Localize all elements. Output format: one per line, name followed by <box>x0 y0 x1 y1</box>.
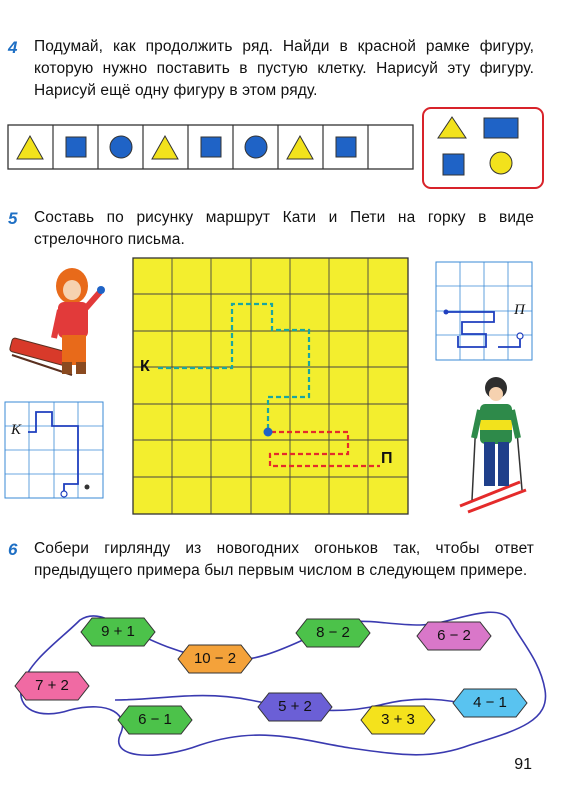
garland-light-expression: 4 − 1 <box>473 694 507 711</box>
task-4-number: 4 <box>8 38 18 57</box>
square-shape <box>201 137 221 157</box>
circle-shape <box>110 136 132 158</box>
garland-light-expression: 6 − 2 <box>437 627 471 644</box>
boy-skier-illustration <box>460 377 526 512</box>
garland-light <box>177 644 253 674</box>
girl-with-sled-illustration <box>9 268 105 375</box>
garland-light-expression: 3 + 3 <box>381 711 415 728</box>
shape-sequence <box>8 125 413 169</box>
garland-light-expression: 7 + 2 <box>35 677 69 694</box>
circle-shape <box>245 136 267 158</box>
wide-rect-choice <box>484 118 518 138</box>
square-shape <box>66 137 86 157</box>
garland-light-expression: 9 + 1 <box>101 623 135 640</box>
label-peti-start: П <box>381 450 393 467</box>
circle-choice <box>490 152 512 174</box>
choices-frame <box>423 108 543 188</box>
garland-light-expression: 6 − 1 <box>138 711 172 728</box>
garland-light <box>452 688 528 718</box>
task-4-text: Подумай, как продолжить ряд. Найди в красной рамке фигуру, которую нужно поставить в пустую клетку. Нарисуй эту фигуру. Нарисуй ещё одну фигуру в этом ряду. <box>34 38 534 99</box>
garland-light <box>295 618 371 648</box>
garland-light-expression: 5 + 2 <box>278 698 312 715</box>
square-choice <box>443 154 464 175</box>
garland-light-expression: 10 − 2 <box>193 650 237 667</box>
garland-light <box>360 705 436 735</box>
small-grid-kati <box>5 402 103 498</box>
garland-light <box>80 617 156 647</box>
task-5-text: Составь по рисунку маршрут Кати и Пети на горку в виде стрелочного письма. <box>34 209 534 248</box>
task-6-text: Собери гирлянду из новогодних огоньков так, чтобы ответ предыдущего примера был первым числом в следующем примере. <box>34 540 534 579</box>
garland-light <box>257 692 333 722</box>
square-shape <box>336 137 356 157</box>
garland-light <box>14 671 90 701</box>
page-number: 91 <box>514 756 532 773</box>
garland-light <box>416 621 492 651</box>
task-6-number: 6 <box>8 540 18 559</box>
label-kati-start: К <box>140 358 150 375</box>
small-label-k: К <box>11 422 21 438</box>
route-grid <box>133 258 408 514</box>
garland-light-expression: 8 − 2 <box>316 624 350 641</box>
small-label-p: П <box>514 302 525 318</box>
task-5-number: 5 <box>8 209 18 228</box>
hill-top-dot <box>264 428 273 437</box>
garland-light <box>117 705 193 735</box>
